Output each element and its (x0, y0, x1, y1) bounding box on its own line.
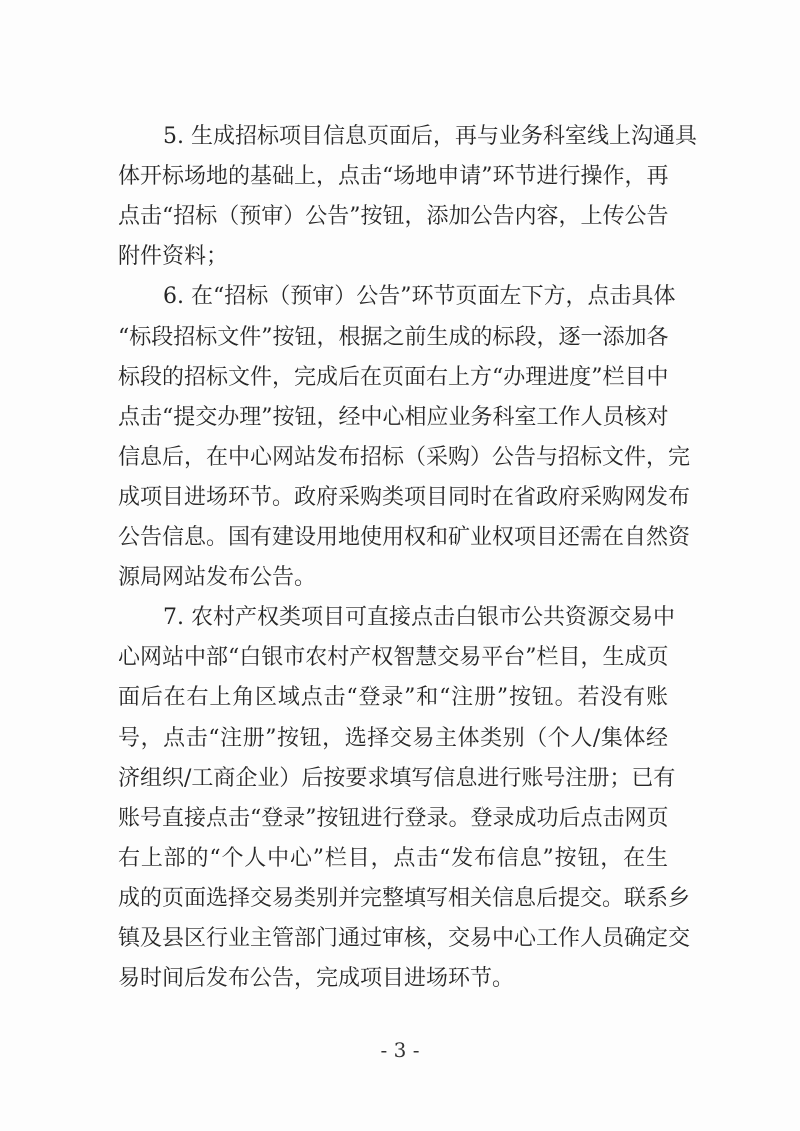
text-line: 信息后，在中心网站发布招标（采购）公告与招标文件，完 (118, 444, 691, 470)
page-number: - 3 - (380, 1038, 420, 1062)
text-line: 6. 在“招标（预审）公告”环节页面左下方，点击具体 (163, 284, 676, 310)
text-line: 心网站中部“白银市农村产权智慧交易平台”栏目，生成页 (118, 645, 669, 671)
text-line: 号，点击“注册”按钮，选择交易主体类别（个人/集体经 (118, 725, 668, 751)
text-line: 公告信息。国有建设用地使用权和矿业权项目还需在自然资 (118, 525, 691, 550)
text-line: 标段的招标文件，完成后在页面右上方“办理进度”栏目中 (118, 364, 669, 390)
text-line: 体开标场地的基础上，点击“场地申请”环节进行操作，再 (118, 164, 669, 190)
text-line: 点击“提交办理”按钮，经中心相应业务科室工作人员核对 (118, 404, 669, 430)
text-line: 附件资料； (118, 244, 229, 270)
text-line: 右上部的“个人中心”栏目，点击“发布信息”按钮，在生 (118, 845, 668, 871)
text-line: 济组织/工商企业）后按要求填写信息进行账号注册；已有 (118, 765, 676, 791)
text-line: 成项目进场环节。政府采购类项目同时在省政府采购网发布 (118, 484, 691, 510)
text-line: 易时间后发布公告，完成项目进场环节。 (118, 966, 515, 992)
text-line: 镇及县区行业主管部门通过审核，交易中心工作人员确定交 (118, 926, 691, 951)
text-line: 面后在右上角区域点击“登录”和“注册”按钮。若没有账 (118, 685, 668, 711)
text-line: 成的页面选择交易类别并完整填写相关信息后提交。联系乡 (118, 885, 691, 911)
text-line: 7. 农村产权类项目可直接点击白银市公共资源交易中 (163, 605, 675, 631)
text-line: “标段招标文件”按钮，根据之前生成的标段，逐一添加各 (118, 324, 669, 350)
text-line: 点击“招标（预审）公告”按钮，添加公告内容，上传公告 (118, 204, 669, 230)
text-line: 账号直接点击“登录”按钮进行登录。登录成功后点击网页 (118, 805, 669, 831)
text-line: 5. 生成招标项目信息页面后，再与业务科室线上沟通具 (163, 124, 697, 149)
text-line: 源局网站发布公告。 (118, 565, 317, 591)
